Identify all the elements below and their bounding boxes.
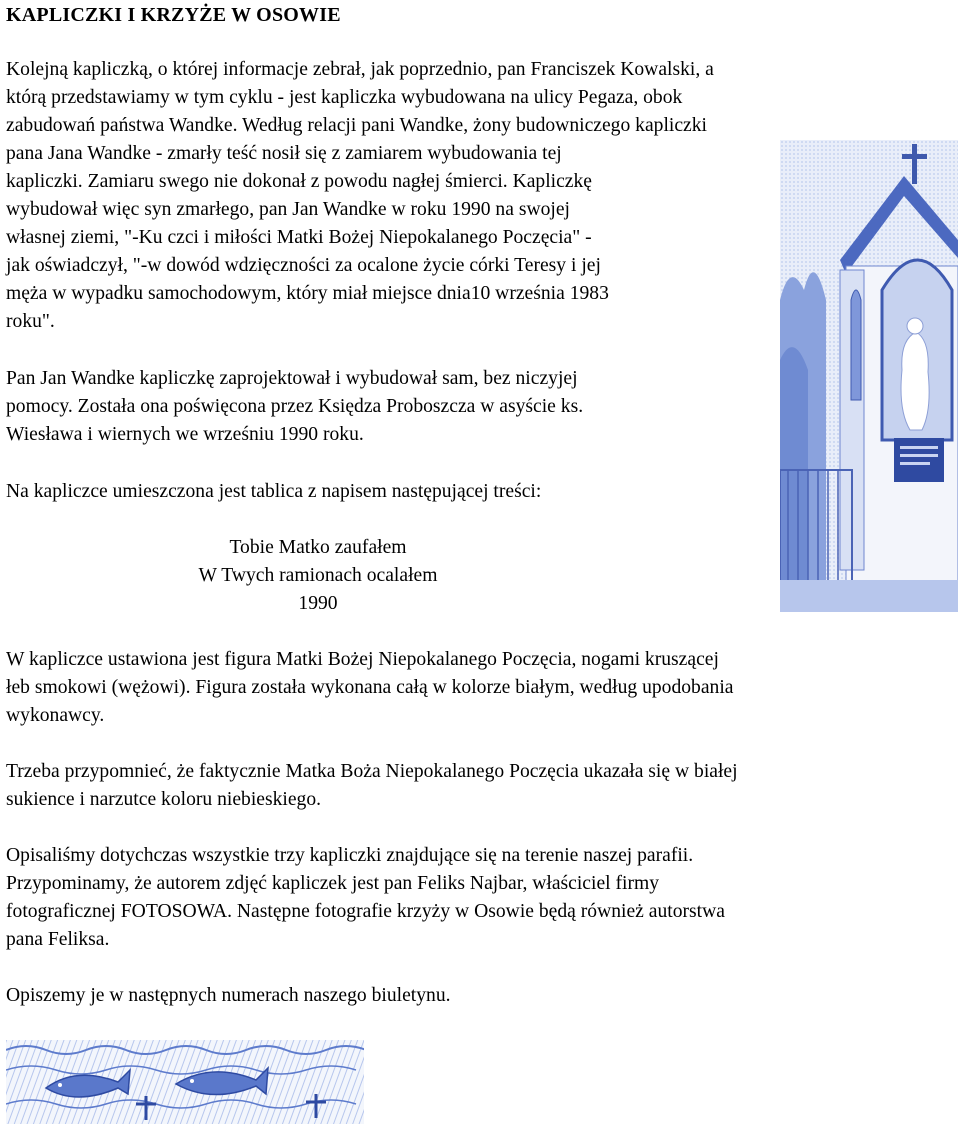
fish-banner-icon bbox=[6, 1040, 364, 1124]
page-title: KAPLICZKI I KRZYŻE W OSOWIE bbox=[6, 4, 341, 26]
text-line: Przypominamy, że autorem zdjęć kapliczek jest pan Feliks Najbar, właściciel firmy bbox=[6, 873, 660, 894]
text-line: łeb smokowi (wężowi). Figura została wykonana całą w kolorze białym, według upodobania bbox=[6, 677, 734, 698]
inscription-line: Tobie Matko zaufałem bbox=[229, 537, 407, 558]
text-line: Opisaliśmy dotychczas wszystkie trzy kapliczki znajdujące się na terenie naszej parafii. bbox=[6, 845, 694, 866]
plaque-inscription bbox=[150, 534, 486, 618]
text-line: którą przedstawiamy w tym cyklu - jest kapliczka wybudowana na ulicy Pegaza, obok bbox=[6, 87, 683, 108]
paragraph-plaque-intro bbox=[6, 478, 541, 506]
text-line: roku". bbox=[6, 311, 55, 332]
paragraph-closing bbox=[6, 982, 451, 1010]
text-line: męża w wypadku samochodowym, który miał miejsce dnia10 września 1983 bbox=[6, 283, 609, 304]
text-line: Opiszemy je w następnych numerach naszego biuletynu. bbox=[6, 985, 451, 1006]
paragraph-apparition bbox=[6, 758, 738, 814]
text-line: fotograficznej FOTOSOWA. Następne fotografie krzyży w Osowie będą również autorstwa bbox=[6, 901, 725, 922]
text-line: Na kapliczce umieszczona jest tablica z napisem następującej treści: bbox=[6, 481, 542, 502]
text-line: wybudował więc syn zmarłego, pan Jan Wandke w roku 1990 na swojej bbox=[6, 199, 570, 220]
chapel-photo-icon bbox=[780, 140, 958, 612]
text-line: W kapliczce ustawiona jest figura Matki Bożej Niepokalanego Poczęcia, nogami kruszącej bbox=[6, 649, 719, 670]
inscription-line: W Twych ramionach ocalałem bbox=[198, 565, 438, 586]
text-line: własnej ziemi, "-Ku czci i miłości Matki Bożej Niepokalanego Poczęcia" - bbox=[6, 227, 592, 248]
paragraph-construction bbox=[6, 365, 583, 449]
inscription-line: 1990 bbox=[298, 593, 338, 614]
paragraph-summary bbox=[6, 842, 725, 954]
text-line: pana Jana Wandke - zmarły teść nosił się z zamiarem wybudowania tej bbox=[6, 143, 562, 164]
text-line: sukience i narzutce koloru niebieskiego. bbox=[6, 789, 322, 810]
text-line: kapliczki. Zamiaru swego nie dokonał z powodu nagłej śmierci. Kapliczkę bbox=[6, 171, 592, 192]
text-line: wykonawcy. bbox=[6, 705, 105, 726]
text-line: Trzeba przypomnieć, że faktycznie Matka Boża Niepokalanego Poczęcia ukazała się w białej bbox=[6, 761, 738, 782]
text-line: jak oświadczył, "-w dowód wdzięczności za ocalone życie córki Teresy i jej bbox=[6, 255, 601, 276]
text-line: Pan Jan Wandke kapliczkę zaprojektował i wybudował sam, bez niczyjej bbox=[6, 368, 578, 389]
text-line: pomocy. Została ona poświęcona przez Księdza Proboszcza w asyście ks. bbox=[6, 396, 584, 417]
text-line: Wiesława i wiernych we wrześniu 1990 roku. bbox=[6, 424, 364, 445]
text-line: Kolejną kapliczką, o której informacje zebrał, jak poprzednio, pan Franciszek Kowalski, a bbox=[6, 59, 714, 80]
text-line: pana Feliksa. bbox=[6, 929, 110, 950]
paragraph-figure bbox=[6, 646, 734, 730]
text-line: zabudowań państwa Wandke. Według relacji pani Wandke, żony budowniczego kapliczki bbox=[6, 115, 707, 136]
paragraph-intro bbox=[6, 56, 714, 336]
